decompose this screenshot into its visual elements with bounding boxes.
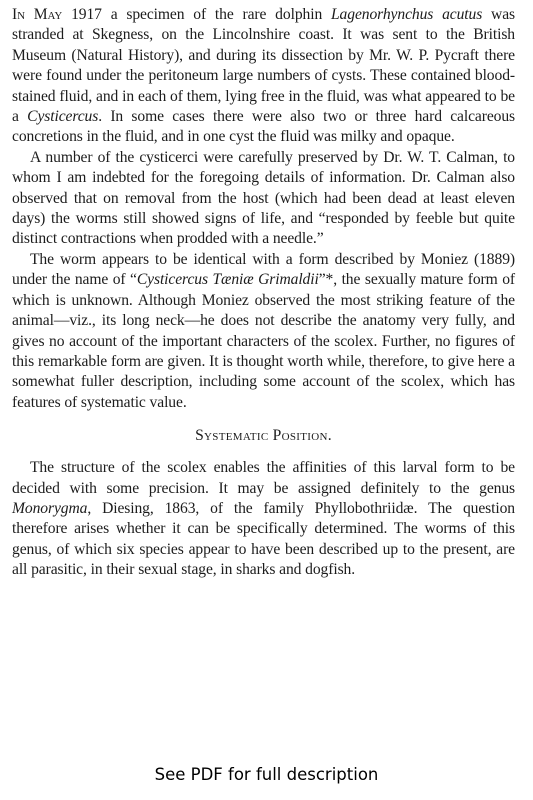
text-run: ”*, the sexually mature form of which is unknown. Although Moniez observed the most striking feature of the animal—viz., its long neck—he does not describe the anatomy very fully, and gives no account of the important characters of the scolex. Further, no figures of this remarkable form are given. It is thought worth while, therefore, to give here a somewhat fuller description, including some account of the scolex, which has features of systematic value.: [12, 271, 515, 411]
section-heading: Systematic Position.: [195, 427, 332, 445]
italic-term: Lagenorhynchus acutus: [330, 6, 483, 23]
section-body: [12, 458, 515, 580]
paragraph: [12, 148, 515, 250]
article-body: [12, 5, 515, 413]
paragraph-lead: In May: [12, 6, 63, 23]
italic-term: Monorygma: [12, 499, 88, 517]
paragraph: [12, 250, 515, 413]
italic-term: Cysticercus: [27, 108, 99, 126]
paragraph: [12, 458, 515, 580]
text-run: was stranded at Skegness, on the Lincolnshire coast. It was sent to the British Museum (Natural History), and during its dissection by Mr. W. P. Pycraft there were found under the peritoneum large numbers of cysts. These contained blood-stained fluid, and in each of them, lying free in the fluid, was what appeared to be a: [12, 6, 516, 126]
text-run: A number of the cysticerci were carefully preserved by Dr. W. T. Calman, to whom I am indebted for the foregoing details of information. Dr. Calman also observed that on removal from the host (which had been dead at least eleven days) the worms still showed signs of life, and “responded by feeble but quite distinct contractions when prodded with a needle.”: [12, 148, 515, 248]
text-run: The structure of the scolex enables the affinities of this larval form to be decided with some precision. It may be assigned definitely to the genus: [12, 459, 515, 497]
text-run: , Diesing, 1863, of the family Phyllobothriidæ. The question therefore arises whether it can be specifically determined. The worms of this genus, of which six species appear to have been described up to the present, are all parasitic, in their sexual stage, in sharks and dogfish.: [12, 499, 515, 579]
pdf-note: See PDF for full description: [154, 765, 379, 784]
text-run: The worm appears to be identical with a form described by Moniez (1889) under the name of “: [12, 250, 515, 289]
paragraph: [12, 5, 515, 148]
italic-term: Cysticercus Tæniæ Grimaldii: [136, 271, 319, 289]
text-run: . In some cases there were also two or three hard calcareous concretions in the fluid, and in one cyst the fluid was milky and opaque.: [12, 108, 516, 146]
text-run: 1917 a specimen of the rare dolphin: [62, 6, 331, 23]
